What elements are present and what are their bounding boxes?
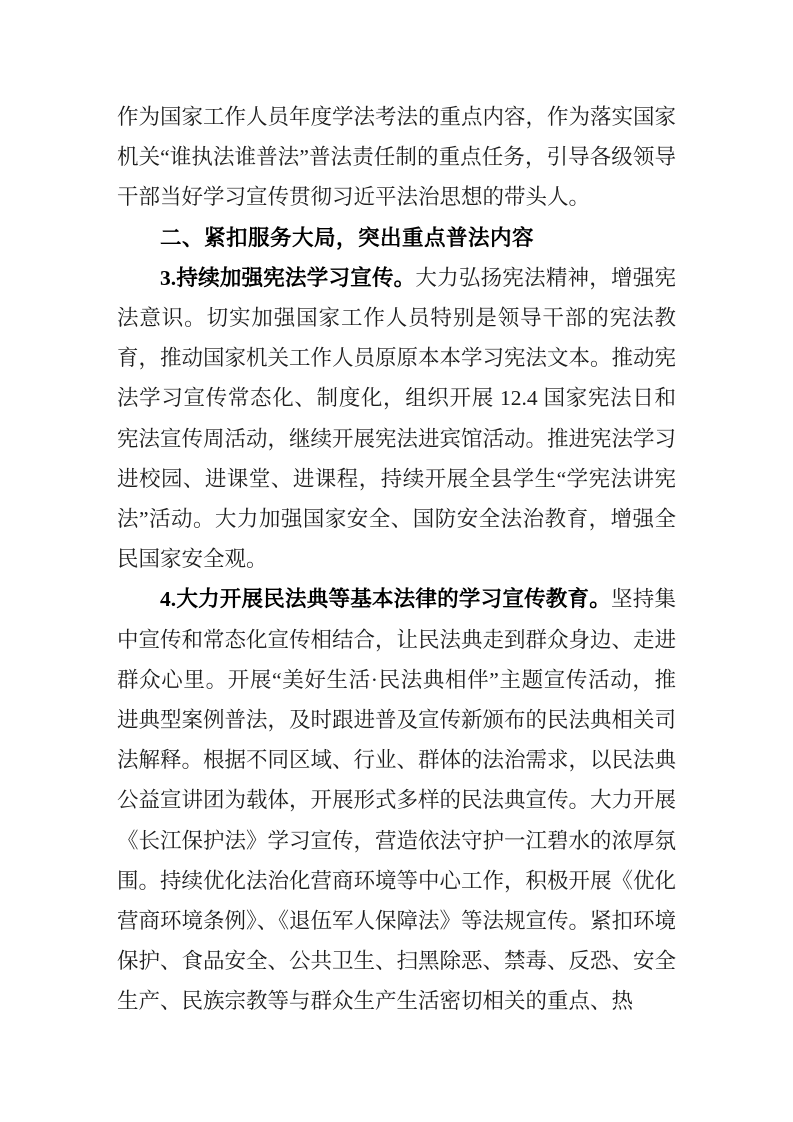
paragraph-item-3 [117, 258, 676, 580]
paragraph-4-text: 坚持集中宣传和常态化宣传相结合，让民法典走到群众身边、走进群众心里。开展“美好生活·民法典相伴”主题宣传活动，推进典型案例普法，及时跟进普及宣传新颁布的民法典相关司法解释。根据不同区域、行业、群体的法治需求，以民法典公益宣讲团为载体，开展形式多样的民法典宣传。大力开展《长江保护法》学习宣传，营造依法守护一江碧水的浓厚氛围。持续优化法治化营商环境等中心工作，积极开展《优化营商环境条例》、《退伍军人保障法》等法规宣传。紧扣环境保护、食品安全、公共卫生、扫黑除恶、禁毒、反恐、安全生产、民族宗教等与群众生产生活密切相关的重点、热 [117, 587, 677, 1014]
document-body [117, 97, 676, 1022]
paragraph-continuation: 作为国家工作人员年度学法考法的重点内容，作为落实国家机关“谁执法谁普法”普法责任制的重点任务，引导各级领导干部当好学习宣传贯彻习近平法治思想的带头人。 [117, 105, 677, 210]
paragraph-item-4 [117, 579, 676, 1021]
paragraph-3-text: 大力弘扬宪法精神，增强宪法意识。切实加强国家工作人员特别是领导干部的宪法教育，推动国家机关工作人员原原本本学习宪法文本。推动宪法学习宣传常态化、制度化，组织开展 12.4 国家宪法日和宪法宣传周活动，继续开展宪法进宾馆活动。推进宪法学习进校园、进课堂、进课程，持续开展全县学生“学宪法讲宪法”活动。大力加强国家安全、国防安全法治教育，增强全民国家安全观。 [117, 265, 677, 572]
paragraph-3-lead: 3.持续加强宪法学习宣传。 [160, 265, 416, 290]
section-heading: 二、紧扣服务大局，突出重点普法内容 [160, 225, 535, 250]
paragraph-4-lead: 4.大力开展民法典等基本法律的学习宣传教育。 [160, 587, 612, 612]
